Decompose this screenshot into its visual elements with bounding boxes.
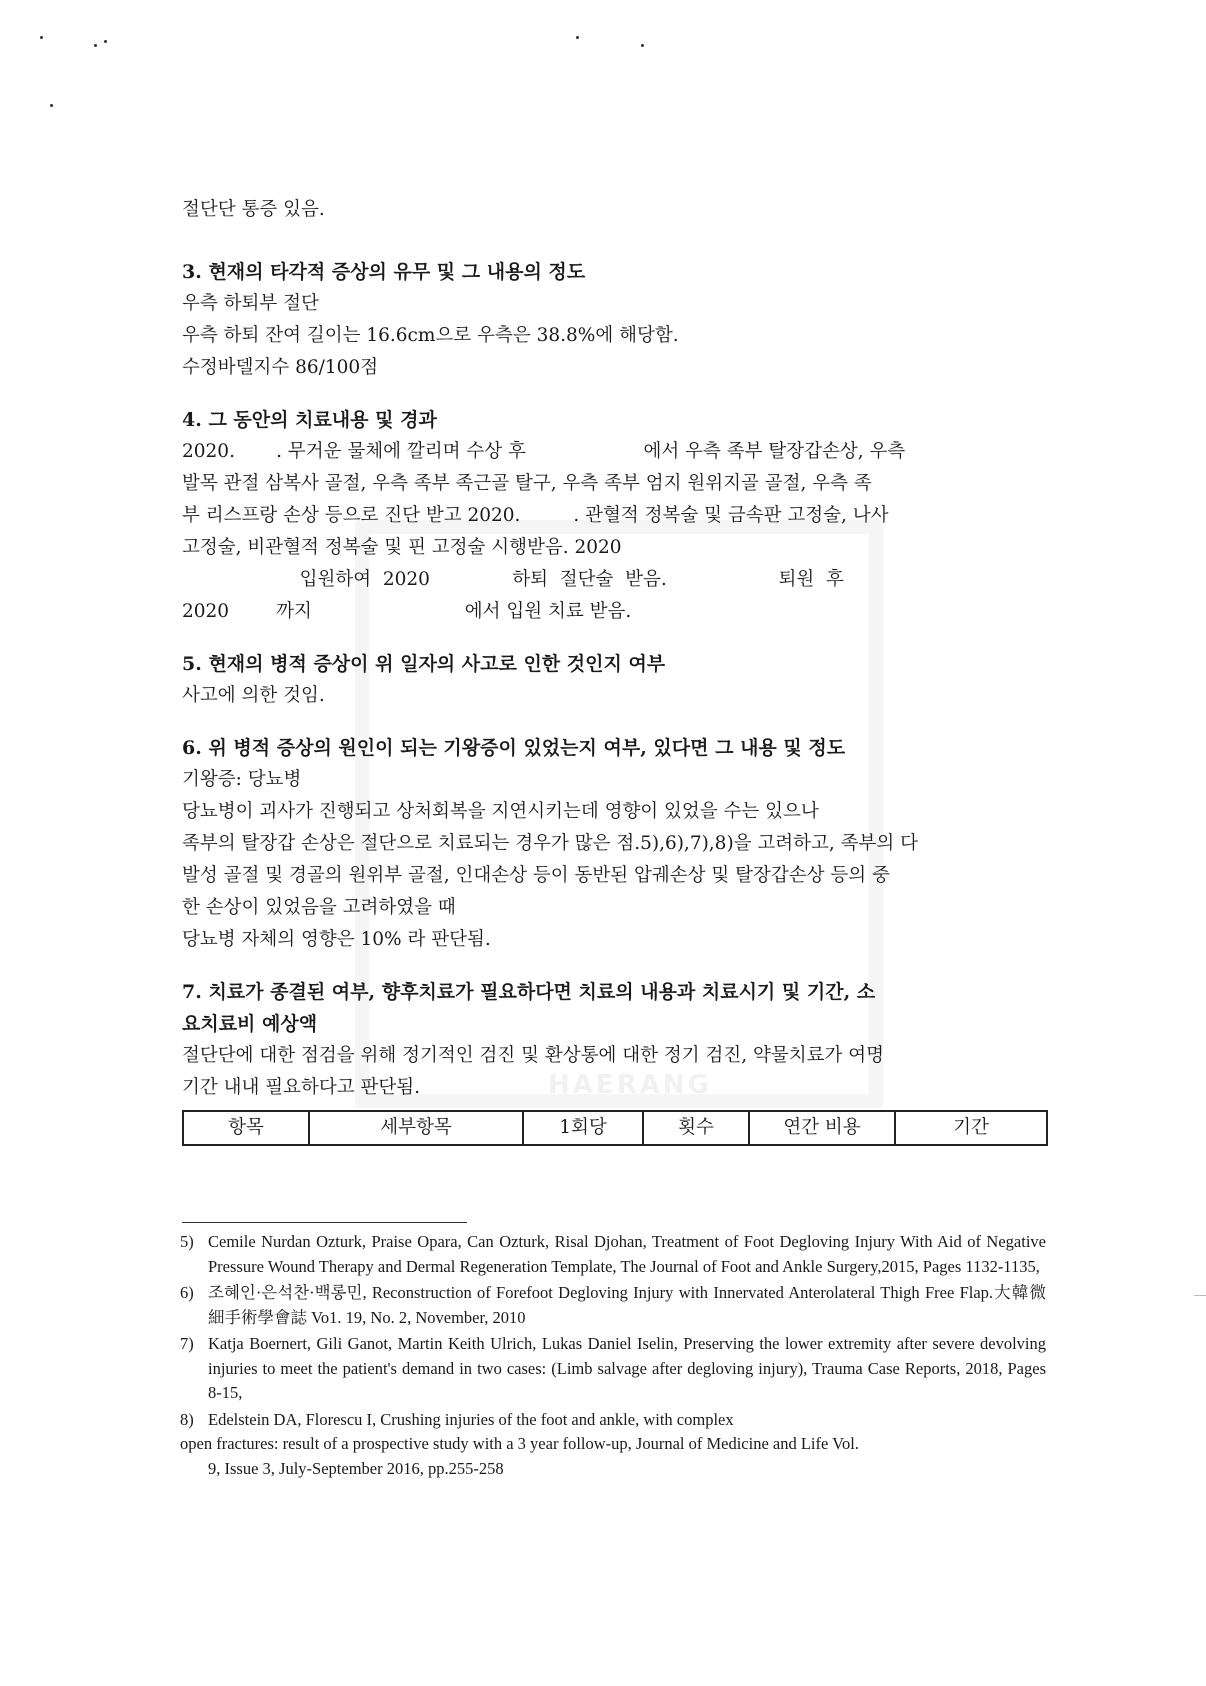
footnote-number: 6) [180, 1283, 194, 1302]
footnote-8-continued [180, 1432, 1046, 1481]
footnote-text: 9, Issue 3, July-September 2016, pp.255-258 [208, 1458, 504, 1478]
table-header-count: 횟수 [643, 1111, 749, 1145]
section-6-heading: 6. 위 병적 증상의 원인이 되는 기왕증이 있었는지 여부, 있다면 그 내용 및 정도 [182, 737, 846, 759]
footnote-text: open fractures: result of a prospective study with a 3 year follow-up, Journal of Medicine and Life Vol. [180, 1434, 859, 1453]
footnote-6 [180, 1281, 1046, 1330]
footnote-divider [182, 1222, 467, 1223]
cost-table [182, 1110, 1048, 1146]
section-3-heading: 3. 현재의 타각적 증상의 유무 및 그 내용의 정도 [182, 261, 586, 283]
section-4-line: 발목 관절 삼복사 골절, 우측 족부 족근골 탈구, 우측 족부 엄지 원위지골 골절, 우측 족 [182, 473, 872, 494]
section-4-line: 고정술, 비관혈적 정복술 및 핀 고정술 시행받음. 2020 [182, 537, 622, 558]
section-4-line: 입원하여 2020 하퇴 절단술 받음. 퇴원 후 [182, 569, 844, 590]
table-header-item: 항목 [183, 1111, 309, 1145]
footnote-number: 7) [180, 1334, 194, 1353]
section-4-line: 2020 까지 에서 입원 치료 받음. [182, 601, 632, 622]
footnote-text: Edelstein DA, Florescu I, Crushing injuries of the foot and ankle, with complex [208, 1409, 734, 1429]
section-7-line: 절단단에 대한 점검을 위해 정기적인 검진 및 환상통에 대한 정기 검진, 약물치료가 여명 [182, 1045, 884, 1066]
section-3-line: 수정바델지수 86/100점 [182, 357, 379, 378]
section-7-heading: 7. 치료가 종결된 여부, 향후치료가 필요하다면 치료의 내용과 치료시기 및 기간, 소 [182, 981, 876, 1003]
section-4-heading: 4. 그 동안의 치료내용 및 경과 [182, 409, 437, 431]
scan-mark [1194, 1295, 1206, 1296]
section-7-heading-cont: 요치료비 예상액 [182, 1013, 318, 1035]
section-7-line: 기간 내내 필요하다고 판단됨. [182, 1077, 420, 1098]
section-6-line: 기왕증: 당뇨병 [182, 769, 302, 790]
footnote-number: 5) [180, 1232, 194, 1251]
section-4-line: 부 리스프랑 손상 등으로 진단 받고 2020. . 관혈적 정복술 및 금속판 고정술, 나사 [182, 505, 889, 526]
section-4-line: 2020. . 무거운 물체에 깔리며 수상 후 에서 우측 족부 탈장갑손상, 우측 [182, 441, 906, 462]
table-header-annual-cost: 연간 비용 [749, 1111, 895, 1145]
table-header-per-visit: 1회당 [523, 1111, 643, 1145]
footnote-7 [180, 1332, 1046, 1406]
table-header-period: 기간 [895, 1111, 1047, 1145]
footnote-number: 8) [180, 1409, 194, 1429]
footnote-text: 조혜인·은석찬·백롱민, Reconstruction of Forefoot Degloving Injury with Innervated Anterolateral Thigh Free Flap.大韓微細手術學會誌 Vo1. 19, No. 2, November, 2010 [208, 1283, 1046, 1327]
section-6-line: 족부의 탈장갑 손상은 절단으로 치료되는 경우가 많은 점.5),6),7),8)을 고려하고, 족부의 다 [182, 833, 919, 854]
footnotes [180, 1230, 1046, 1481]
body-line: 절단단 통증 있음. [182, 199, 325, 220]
footnote-8 [180, 1408, 1046, 1433]
section-6-line: 한 손상이 있었음을 고려하였을 때 [182, 897, 456, 918]
section-6-line: 발성 골절 및 경골의 원위부 골절, 인대손상 등이 동반된 압궤손상 및 탈장갑손상 등의 중 [182, 865, 890, 886]
footnote-text: Cemile Nurdan Ozturk, Praise Opara, Can Ozturk, Risal Djohan, Treatment of Foot Degloving Injury With Aid of Negative Pressure Wound Therapy and Dermal Regeneration Template, The Journal of Foot and Ankle Surgery,2015, Pages 1132-1135, [208, 1232, 1046, 1276]
section-6-line: 당뇨병이 괴사가 진행되고 상처회복을 지연시키는데 영향이 있었을 수는 있으나 [182, 801, 819, 822]
section-5-line: 사고에 의한 것임. [182, 685, 325, 706]
section-3-line: 우측 하퇴 잔여 길이는 16.6cm으로 우측은 38.8%에 해당함. [182, 325, 679, 346]
section-6-line: 당뇨병 자체의 영향은 10% 라 판단됨. [182, 929, 491, 950]
document-body [182, 194, 1044, 1146]
watermark-text: HAERANG [548, 1070, 712, 1100]
footnote-5 [180, 1230, 1046, 1279]
table-header-row [183, 1111, 1047, 1145]
footnote-text: Katja Boernert, Gili Ganot, Martin Keith Ulrich, Lukas Daniel Iselin, Preserving the lower extremity after severe devolving injuries to meet the patient's demand in two cases: (Limb salvage after degloving injury), Trauma Case Reports, 2018, Pages 8-15, [208, 1334, 1046, 1402]
table-header-detail: 세부항목 [309, 1111, 523, 1145]
section-5-heading: 5. 현재의 병적 증상이 위 일자의 사고로 인한 것인지 여부 [182, 653, 666, 675]
section-3-line: 우측 하퇴부 절단 [182, 293, 319, 314]
